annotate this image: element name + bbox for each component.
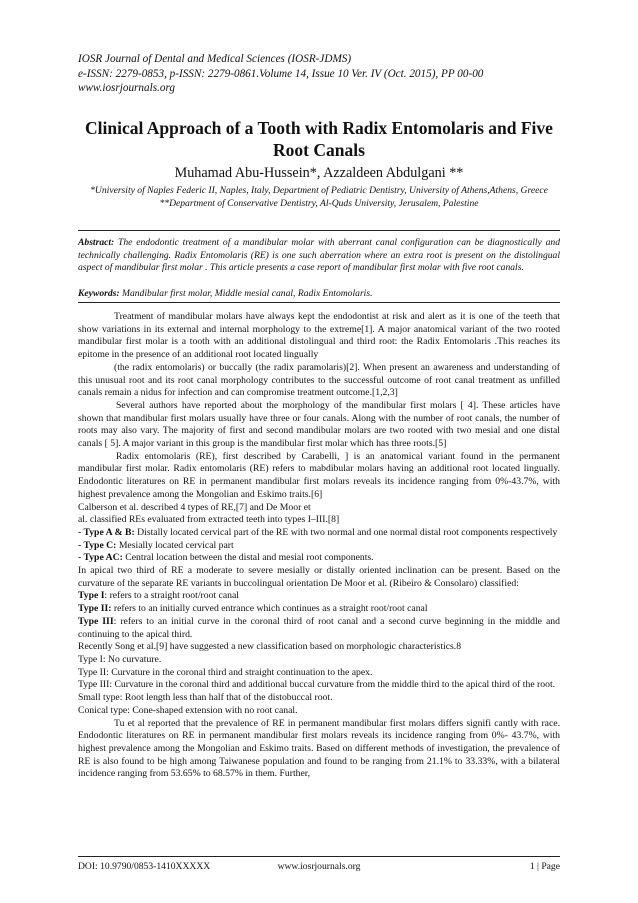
paragraph: Small type: Root length less than half that of the distobuccal root. [78,692,333,704]
paragraph: Radix entomolaris (RE), first described by Carabelli, ] is an anatomical variant found in the permanent mandibular first molar. Radix entomolaris (RE) refers to mabdibular molars having an additional root located lingually. Endodontic literatures on RE in permanent mandibular first molars reveals its incidence ranging from 0%-43.7%, with highest prevalence among the Mongolian and Eskimo traits.[6] [78,450,560,500]
paper-title: Clinical Approach of a Tooth with Radix Entomolaris and Five Root Canals [85,118,553,160]
paragraph: Recently Song et al.[9] have suggested a new classification based on morphologic characteristics.8 [78,641,462,653]
footer-site[interactable]: www.iosrjournals.org [277,861,361,872]
paragraph: Tu et al reported that the prevalence of RE in permanent mandibular first molars differs signifi cantly with race. Endodontic literatures on RE in permanent mandibular first molars reveals its incidence ranging from 0%- 43.7%, with highest prevalence among the Mongolian and Eskimo traits. Based on different methods of investigation, the prevalence of RE is also found to be high among Taiwanese population and found to be ranging from 21.1% to 33.33%, with a bilateral incidence ranging from 53.65% to 68.57% in them. Further, [78,717,560,780]
abstract-text: The endodontic treatment of a mandibular molar with aberrant canal configuration can be diagnostically and technically challenging. Radix Entomolaris (RE) is one such aberration where an extra root is present on the distolingual aspect of mandibular first molar . This article presents a case report of mandibular first molar with five root canals. [78,237,560,274]
type-label: Type III [78,615,114,627]
footer-doi: DOI: 10.9790/0853-1410XXXXX [78,861,211,872]
paragraph: Conical type: Cone-shaped extension with no root canal. [78,704,298,716]
type-label: Type I [78,590,105,602]
divider-top [78,230,560,231]
type-item [78,527,560,540]
type-label: - Type C: [78,539,117,551]
affiliation-2: **Department of Conservative Dentistry, Al-Quds University, Jerusalem, Palestine [159,197,479,209]
footer-divider [78,856,560,857]
type-label: Type II: [78,603,112,615]
paragraph: (the radix entomolaris) or buccally (the radix paramolaris)[2]. When present an awareness and understanding of this unusual root and its root canal morphology contributes to the successful outcome of root canal treatment as unfilled canals remain a nidus for infection and can compromise treatment outcome.[1,2,3] [78,361,560,399]
type-item [78,540,560,553]
type-item [78,603,560,616]
keywords [78,288,560,299]
journal-issn: e-ISSN: 2279-0853, p-ISSN: 2279-0861.Volume 14, Issue 10 Ver. IV (Oct. 2015), PP 00-00 [78,67,484,80]
type-text: refers to an initially curved entrance which continues as a straight root/root canal [111,603,428,615]
type-text: Central location between the distal and mesial root components. [122,552,374,564]
type-item [78,552,560,565]
paragraph: Type I: No curvature. [78,653,162,665]
type-text: : refers to an initial curve in the coronal third of root canal and a second curve beginning in the middle and continuing to the apical third. [78,615,560,640]
type-label: - Type A & B: [78,526,135,538]
type-item [78,616,560,641]
journal-site: www.iosrjournals.org [78,82,175,94]
type-text: : refers to a straight root/root canal [104,590,239,602]
type-item [78,590,560,603]
journal-header [78,52,578,96]
author-list: Muhamad Abu-Hussein*, Azzaldeen Abdulgani ** [174,165,464,181]
paragraph: In apical two third of RE a moderate to severe mesially or distally oriented inclination can be present. Based on the curvature of the separate RE variants in buccolingual orientation De Moor et al. (Ribeiro & Consolaro) classified: [78,565,560,589]
affiliation-1: *University of Naples Federic II, Naples, Italy, Department of Pediatric Dentistry, University of Athens,Athens, Greece [90,185,548,196]
type-text: Mesially located cervical part [116,539,234,551]
journal-name: IOSR Journal of Dental and Medical Sciences (IOSR-JDMS) [78,53,352,65]
affiliations [72,185,566,211]
type-label: - Type AC: [78,552,123,564]
paragraph: Type III: Curvature in the coronal third and additional buccal curvature from the middle third to the apical third of the root. [78,679,556,691]
paragraph: al. classified REs evaluated from extracted teeth into types I–III.[8] [78,514,340,526]
paragraph: Several authors have reported about the morphology of the mandibular first molars [ 4]. These articles have shown that mandibular first molars usually have three or four canals. Along with the number of root canals, the number of roots may also vary. The majority of first and second mandibular molars are two rooted with two mesial and one distal canals [ 5]. A major variant in this group is the mandibular first molar which has three roots.[5] [78,399,560,450]
divider-bottom [78,302,560,303]
abstract [78,237,560,275]
body-text [78,311,560,781]
keywords-label: Keywords: [78,288,120,299]
page-number: 1 | Page [529,861,560,872]
paragraph: Calberson et al. described 4 types of RE,[7] and De Moor et [78,501,311,513]
paragraph: Type II: Curvature in the coronal third and straight continuation to the apex. [78,666,373,678]
paragraph: Treatment of mandibular molars have always kept the endodontist at risk and alert as it is one of the teeth that show variations in its external and internal morphology to the extreme[1]. A major anatomical variant of the two rooted mandibular first molar is a tooth with an additional distolingual and third root: the Radix Entomolaris .This reaches its epitome in the presence of an additional root located lingually [78,311,560,361]
keywords-text: Mandibular first molar, Middle mesial canal, Radix Entomolaris. [119,288,373,299]
abstract-label: Abstract: [78,237,115,248]
type-text: Distally located cervical part of the RE with two normal and one normal distal root components respectively [134,526,558,538]
